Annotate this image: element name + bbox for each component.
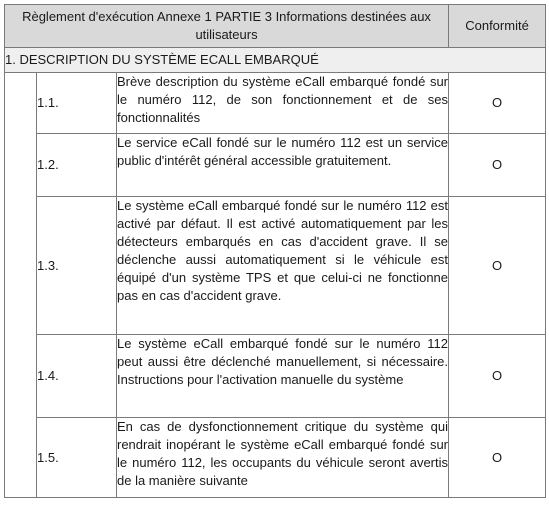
conformity-mark: O <box>449 418 546 498</box>
item-description: Le système eCall embarqué fondé sur le numéro 112 peut aussi être déclenché manuellement, si nécessaire. Instructions pour l'activation manuelle du système <box>117 335 449 418</box>
item-number: 1.1. <box>37 73 117 134</box>
item-number: 1.5. <box>37 418 117 498</box>
conformity-header: Conformité <box>449 5 546 48</box>
conformity-mark: O <box>449 73 546 134</box>
conformity-mark: O <box>449 335 546 418</box>
item-description: Brève description du système eCall embarqué fondé sur le numéro 112, de son fonctionnement et de ses fonctionnalités <box>117 73 449 134</box>
table-row <box>5 335 546 418</box>
table-row <box>5 134 546 197</box>
table-row <box>5 73 546 134</box>
conformity-table <box>4 4 546 498</box>
item-description: En cas de dysfonctionnement critique du système qui rendrait inopérant le système eCall embarqué fondé sur le numéro 112, les occupants du véhicule seront avertis de la manière suivante <box>117 418 449 498</box>
conformity-mark: O <box>449 134 546 197</box>
section-title: 1. DESCRIPTION DU SYSTÈME ECALL EMBARQUÉ <box>5 48 546 73</box>
section-row <box>5 48 546 73</box>
item-number: 1.3. <box>37 197 117 335</box>
item-description: Le système eCall embarqué fondé sur le numéro 112 est activé par défaut. Il est activé automatiquement par les détecteurs embarqués en cas d'accident grave. Il se déclenche aussi automatiquement si le véhicule est équipé d'un système TPS et que celui-ci ne fonctionne pas en cas d'accident grave. <box>117 197 449 335</box>
item-number: 1.4. <box>37 335 117 418</box>
conformity-mark: O <box>449 197 546 335</box>
table-row <box>5 418 546 498</box>
table-row <box>5 197 546 335</box>
item-description: Le service eCall fondé sur le numéro 112 est un service public d'intérêt général accessible gratuitement. <box>117 134 449 197</box>
indent-cell <box>5 73 37 498</box>
requirement-header: Règlement d'exécution Annexe 1 PARTIE 3 Informations destinées aux utilisateurs <box>5 5 449 48</box>
table-header-row <box>5 5 546 48</box>
item-number: 1.2. <box>37 134 117 197</box>
